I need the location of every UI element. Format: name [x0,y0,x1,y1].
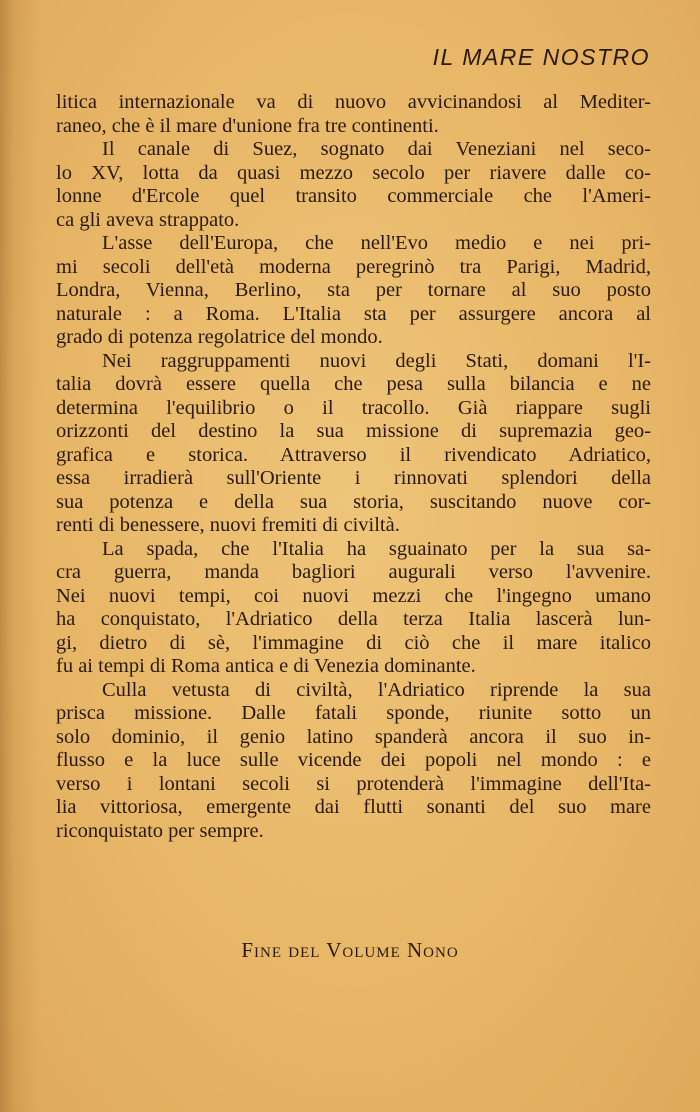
text-line: solo dominio, il genio latino spanderà ancora il suo in- [56,725,651,748]
text-line: litica internazionale va di nuovo avvicinandosi al Mediter- [56,91,651,113]
paragraph-3 [56,232,651,350]
text-line: Il canale di Suez, sognato dai Veneziani nel seco- [102,138,651,160]
paragraph-1 [56,91,651,138]
text-line: Nei raggruppamenti nuovi degli Stati, domani l'I- [102,349,651,372]
text-line: ca gli aveva strappato. [56,208,240,231]
text-line: verso i lontani secoli si protenderà l'immagine dell'Ita- [56,772,651,795]
text-line: Londra, Vienna, Berlino, sta per tornare al suo posto [56,279,651,301]
text-line: mi secoli dell'età moderna peregrinò tra Parigi, Madrid, [56,255,651,278]
text-line: lonne d'Ercole quel transito commerciale che l'Ameri- [56,185,651,207]
text-line: L'asse dell'Europa, che nell'Evo medio e nei pri- [102,232,651,254]
text-line: gi, dietro di sè, l'immagine di ciò che il mare italico [56,631,651,654]
body-text [56,91,651,843]
text-line: Culla vetusta di civiltà, l'Adriatico riprende la sua [102,678,651,701]
paragraph-6 [56,679,651,844]
text-line: orizzonti del destino la sua missione di supremazia geo- [56,420,651,442]
text-line: riconquistato per sempre. [56,819,264,842]
text-line: sua potenza e della sua storia, suscitando nuove cor- [56,490,651,513]
text-line: grado di potenza regolatrice del mondo. [56,326,383,348]
paragraph-2 [56,138,651,232]
text-line: lia vittoriosa, emergente dai flutti sonanti del suo mare [56,796,651,818]
text-line: La spada, che l'Italia ha sguainato per la sua sa- [102,537,651,560]
text-line: lo XV, lotta da quasi mezzo secolo per riavere dalle co- [56,161,651,184]
text-line: fu ai tempi di Roma antica e di Venezia dominante. [56,655,476,677]
text-line: raneo, che è il mare d'unione fra tre continenti. [56,114,439,137]
paragraph-5 [56,538,651,679]
text-line: naturale : a Roma. L'Italia sta per assurgere ancora al [56,302,651,325]
text-line: essa irradierà sull'Oriente i rinnovati splendori della [56,467,651,489]
closing-line: Fine del Volume Nono [241,938,459,962]
text-line: flusso e la luce sulle vicende dei popoli nel mondo : e [56,749,651,771]
text-line: talia dovrà essere quella che pesa sulla bilancia e ne [56,373,651,395]
paragraph-4 [56,350,651,538]
text-line: determina l'equilibrio o il tracollo. Già riappare sugli [56,396,651,419]
text-line: grafica e storica. Attraverso il rivendicato Adriatico, [56,443,651,466]
text-line: renti di benessere, nuovi fremiti di civiltà. [56,514,400,536]
running-head: IL MARE NOSTRO [432,44,650,70]
text-line: cra guerra, manda bagliori augurali verso l'avvenire. [56,561,651,583]
text-line: prisca missione. Dalle fatali sponde, riunite sotto un [56,702,651,724]
text-line: ha conquistato, l'Adriatico della terza Italia lascerà lun- [56,608,651,630]
text-line: Nei nuovi tempi, coi nuovi mezzi che l'ingegno umano [56,584,651,607]
